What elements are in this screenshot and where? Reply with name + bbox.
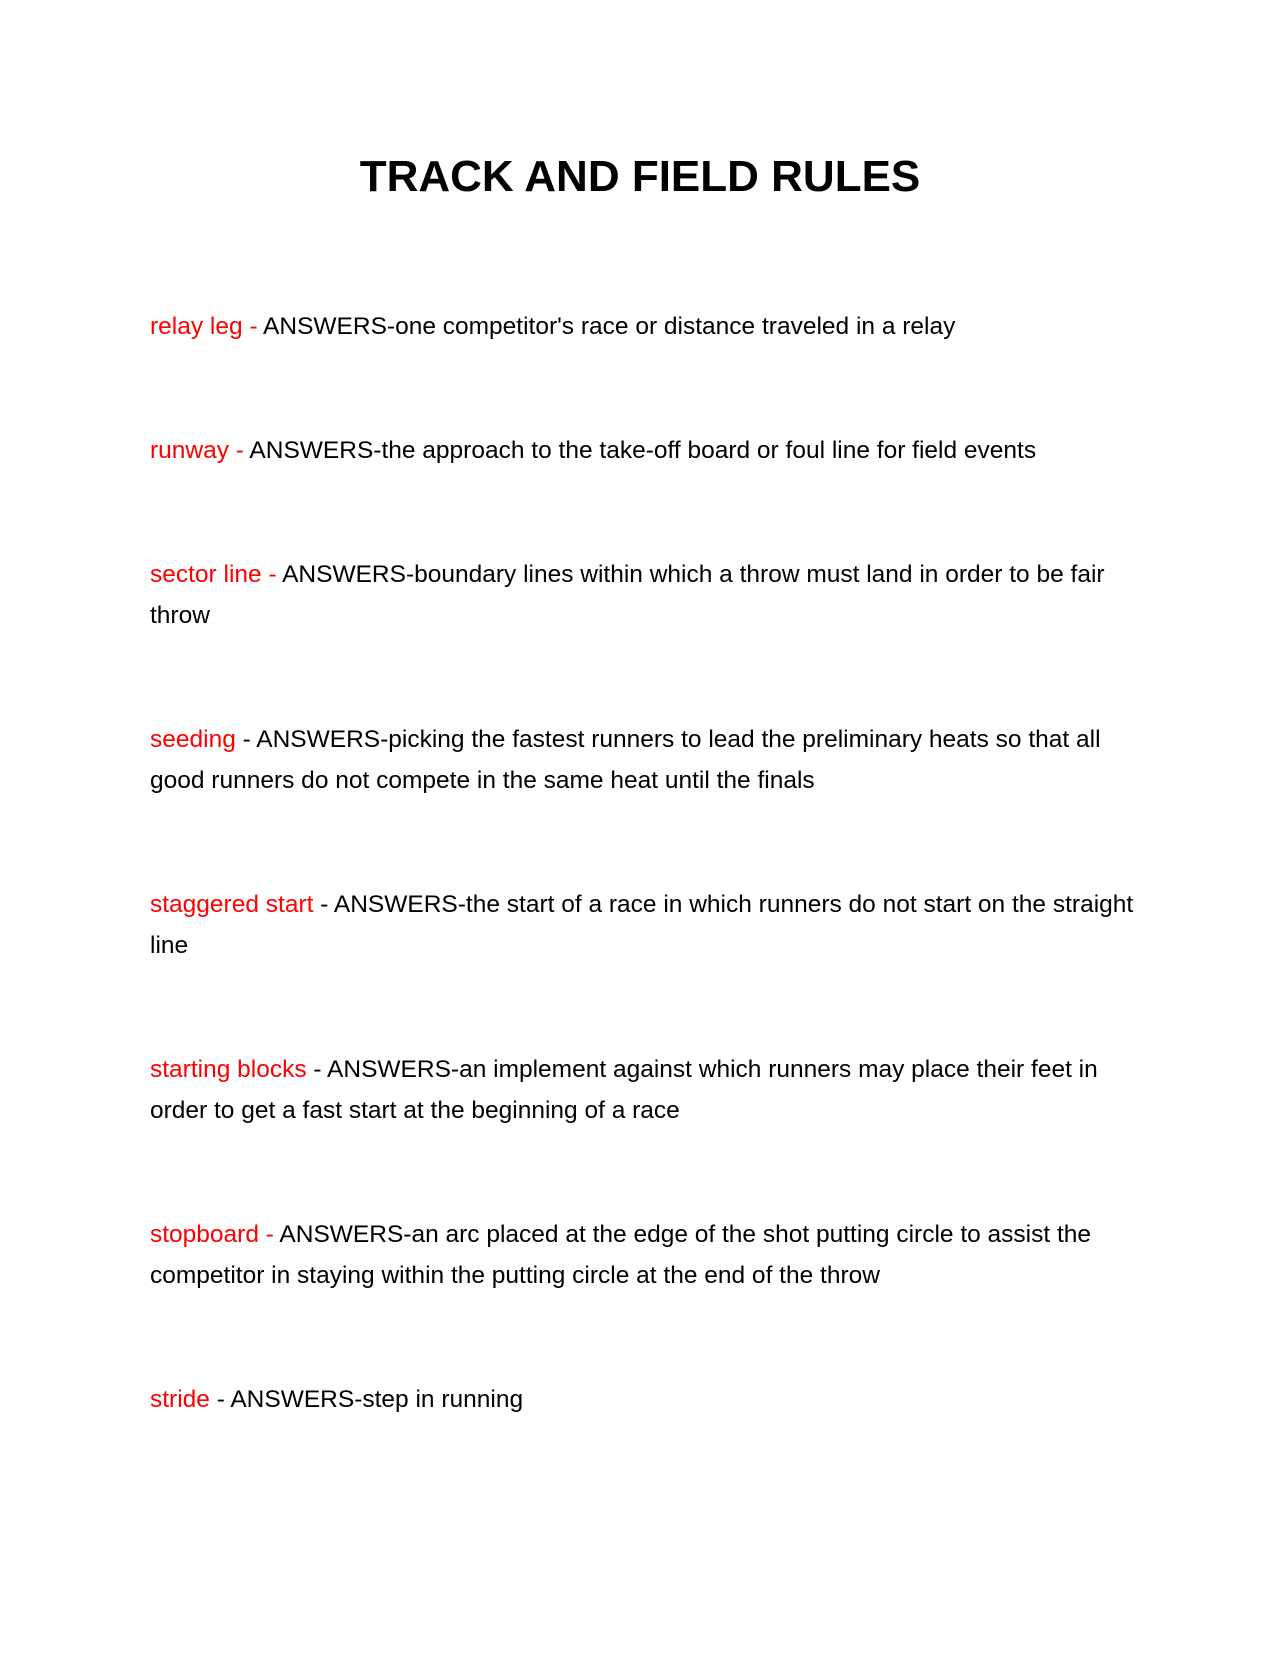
term: relay leg [150,313,243,340]
term: stride [150,1386,210,1413]
separator: - [258,1221,280,1248]
definition-entry [150,1049,1140,1131]
separator: - [235,726,257,753]
definition-list [150,306,1140,1503]
term: sector line [150,561,262,588]
definition: ANSWERS-an implement against which runners may place their feet in order to get a fast start at the beginning of a race [150,1056,1098,1124]
definition: ANSWERS-an arc placed at the edge of the shot putting circle to assist the competitor in staying within the putting circle at the end of the throw [150,1221,1092,1289]
definition: ANSWERS-the start of a race in which runners do not start on the straight line [150,891,1134,959]
definition-entry [150,719,1140,801]
separator: - [228,437,250,464]
definition: ANSWERS-one competitor's race or distance traveled in a relay [263,313,956,340]
definition-entry [150,554,1140,636]
separator: - [209,1386,231,1413]
term: staggered start [150,891,314,918]
definition: ANSWERS-step in running [230,1386,524,1413]
definition-entry [150,884,1140,966]
definition-entry [150,430,1140,471]
term: stopboard [150,1221,259,1248]
term: runway [150,437,229,464]
definition-entry [150,306,1140,347]
page-title: TRACK AND FIELD RULES [359,152,921,201]
separator: - [242,313,264,340]
separator: - [306,1056,328,1083]
separator: - [313,891,334,918]
term: seeding [150,726,236,753]
term: starting blocks [150,1056,307,1083]
definition-entry [150,1379,1140,1420]
definition-entry [150,1214,1140,1296]
separator: - [261,561,283,588]
definition: ANSWERS-the approach to the take-off board or foul line for field events [249,437,1037,464]
definition: ANSWERS-picking the fastest runners to lead the preliminary heats so that all good runners do not compete in the same heat until the finals [150,726,1101,794]
definition: ANSWERS-boundary lines within which a throw must land in order to be fair throw [150,561,1105,629]
